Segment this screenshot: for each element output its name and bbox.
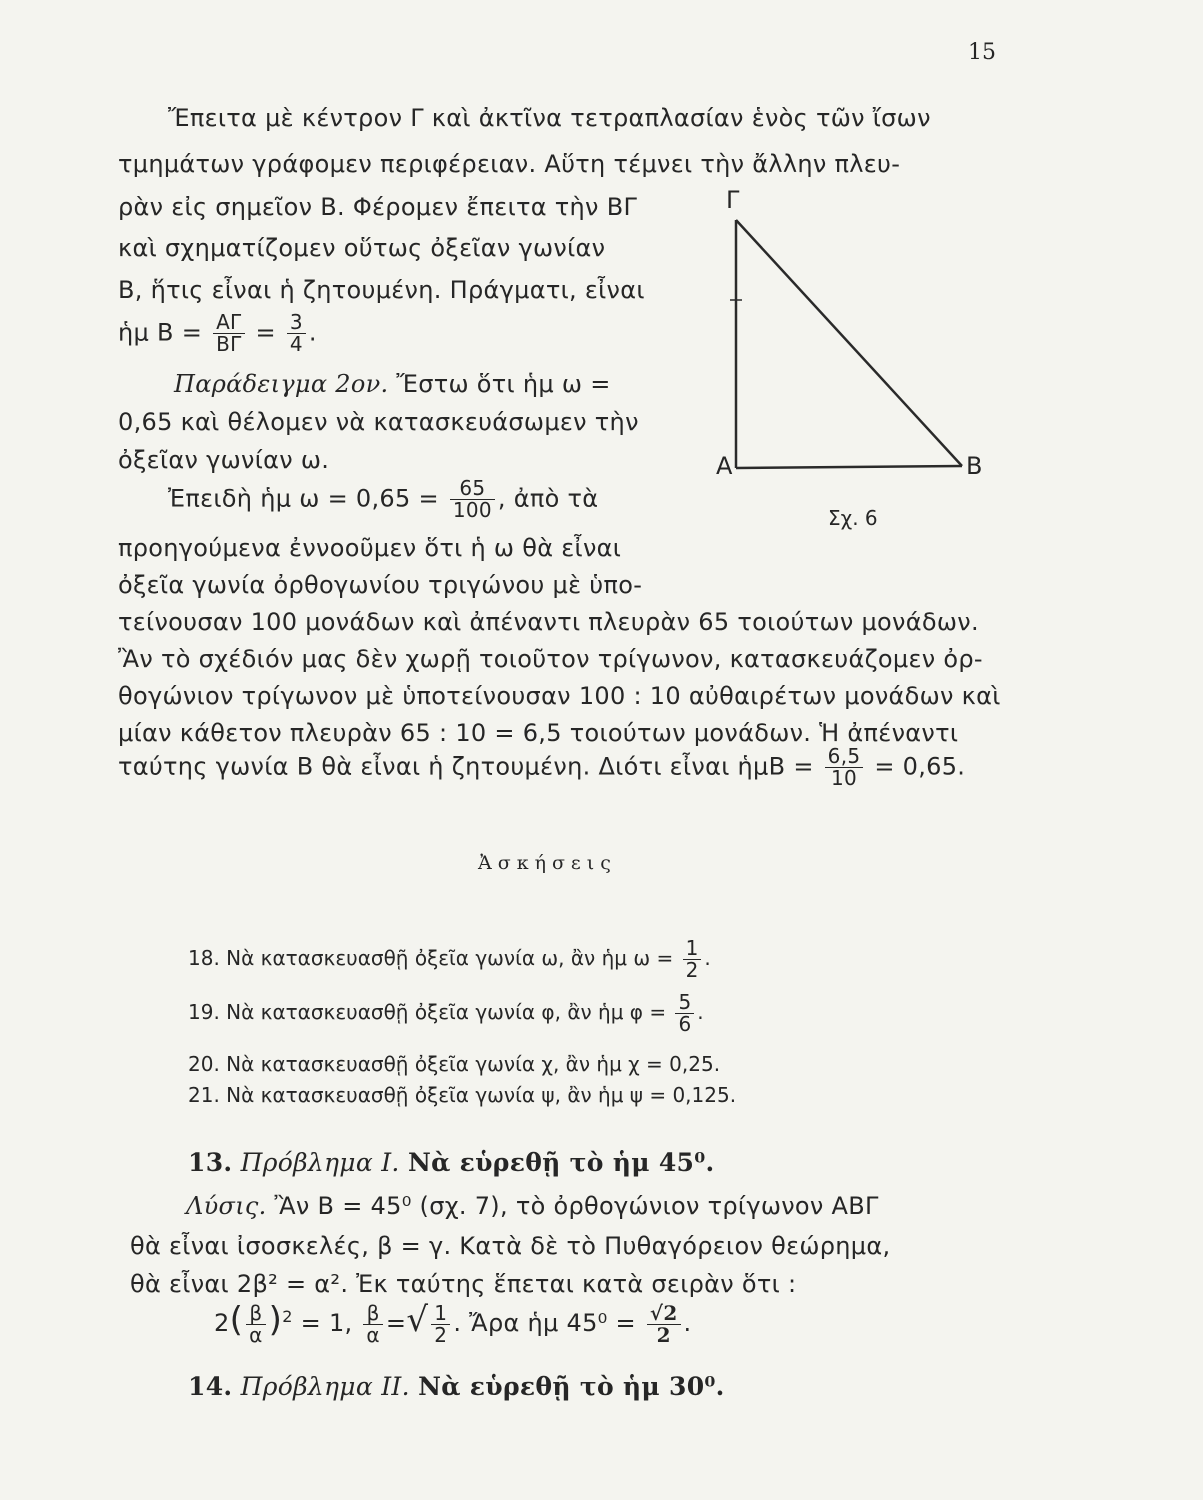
page-number: 15 xyxy=(968,40,996,65)
eq-lhs: ἡμ Β = xyxy=(118,318,203,347)
example2-line10: μίαν κάθετον πλευρὰν 65 : 10 = 6,5 τοιούτων μονάδων. Ἡ ἀπέναντι xyxy=(118,719,959,747)
example2-title: Παράδειγμα 2ον. xyxy=(174,370,389,398)
example2-line7: τείνουσαν 100 μονάδων καὶ ἀπέναντι πλευρὰν 65 τοιούτων μονάδων. xyxy=(118,608,979,636)
fraction-6.5-10: $\frac{6,5}{10}$ xyxy=(825,746,864,789)
example2-line1: Παράδειγμα 2ον. Ἔστω ὅτι ἡμ ω = xyxy=(174,370,611,398)
exercise-18: 18. Νὰ κατασκευασθῇ ὀξεῖα γωνία ω, ἂν ἡμ ω = $\frac{1}{2}$ . xyxy=(188,936,711,982)
para1-line2: τμημάτων γράφομεν περιφέρειαν. Αὕτη τέμνει τὴν ἄλλην πλευ- xyxy=(118,150,901,178)
para1-line3: ρὰν εἰς σημεῖον Β. Φέρομεν ἔπειτα τὴν ΒΓ xyxy=(118,193,638,221)
fraction-1-2-root: $\frac{1}{2}$ xyxy=(431,1303,450,1346)
fraction-5-6: $\frac{5}{6}$ xyxy=(675,992,694,1035)
example2-line3: ὀξεῖαν γωνίαν ω. xyxy=(118,446,330,474)
equation-sin-b: ἡμ Β = $\frac{A\Gamma}{B\Gamma}$ = $\frac{3}{4}$ . xyxy=(118,310,317,356)
example2-line4: Ἐπειδὴ ἡμ ω = 0,65 = $\frac{65}{100}$ , ἀπὸ τὰ xyxy=(168,476,599,522)
fraction-b-a: $\frac{\beta}{\alpha}$ xyxy=(246,1303,265,1346)
problem13-line2: θὰ εἶναι ἰσοσκελές, β = γ. Κατὰ δὲ τὸ Πυθαγόρειον θεώρημα, xyxy=(130,1232,891,1260)
vertex-a-label: Α xyxy=(716,452,733,480)
fraction-ag-bg: $\frac{A\Gamma}{B\Gamma}$ xyxy=(213,312,244,355)
para1-line4: καὶ σχηματίζομεν οὕτως ὀξεῖαν γωνίαν xyxy=(118,234,606,262)
example2-line11: ταύτης γωνία Β θὰ εἶναι ἡ ζητουμένη. Διότι εἶναι ἡμΒ = $\frac{6,5}{10}$ = 0,65. xyxy=(118,744,966,790)
exercise-20: 20. Νὰ κατασκευασθῇ ὀξεῖα γωνία χ, ἂν ἡμ χ = 0,25. xyxy=(188,1052,721,1076)
fraction-b-a-2: $\frac{\beta}{\alpha}$ xyxy=(363,1303,382,1346)
example2-line8: Ἂν τὸ σχέδιόν μας δὲν χωρῇ τοιοῦτον τρίγωνον, κατασκευάζομεν ὀρ- xyxy=(118,645,983,673)
figure-6 xyxy=(700,180,1000,540)
para1-line1: Ἔπειτα μὲ κέντρον Γ καὶ ἀκτῖνα τετραπλασίαν ἑνὸς τῶν ἴσων xyxy=(168,104,931,132)
example2-line6: ὀξεῖα γωνία ὀρθογωνίου τριγώνου μὲ ὑπο- xyxy=(118,571,643,599)
example2-line2: 0,65 καὶ θέλομεν νὰ κατασκευάσωμεν τὴν xyxy=(118,408,639,436)
problem13-heading: 13. Πρόβλημα Ι. Νὰ εὑρεθῇ τὸ ἡμ 45⁰. xyxy=(188,1148,715,1177)
exercises-heading: Ἀσκήσεις xyxy=(478,852,617,874)
fraction-3-4: $\frac{3}{4}$ xyxy=(287,312,306,355)
side-ab xyxy=(736,466,962,468)
example2-line5: προηγούμενα ἐννοοῦμεν ὅτι ἡ ω θὰ εἶναι xyxy=(118,534,622,562)
exercise-19: 19. Νὰ κατασκευασθῇ ὀξεῖα γωνία φ, ἂν ἡμ φ = $\frac{5}{6}$ . xyxy=(188,990,704,1036)
fraction-root2-2: $\frac{√2}{2}$ xyxy=(647,1303,681,1346)
exercise-21: 21. Νὰ κατασκευασθῇ ὀξεῖα γωνία ψ, ἂν ἡμ ψ = 0,125. xyxy=(188,1083,737,1107)
problem13-formula: 2( $\frac{\beta}{\alpha}$ )$^2$ = 1, $\frac{\beta}{\alpha}$ =√ $\frac{1}{2}$ . Ἄρα ἡμ 45⁰ = $\frac{√2}{2}$ . xyxy=(214,1300,692,1347)
problem13-line3: θὰ εἶναι 2β² = α². Ἐκ ταύτης ἕπεται κατὰ σειρὰν ὅτι : xyxy=(130,1270,797,1298)
figure-caption: Σχ. 6 xyxy=(828,506,878,530)
problem14-heading: 14. Πρόβλημα ΙΙ. Νὰ εὑρεθῇ τὸ ἡμ 30⁰. xyxy=(188,1372,725,1401)
para1-line5: Β, ἥτις εἶναι ἡ ζητουμένη. Πράγματι, εἶναι xyxy=(118,276,645,304)
example2-line9: θογώνιον τρίγωνον μὲ ὑποτείνουσαν 100 : 10 αὐθαιρέτων μονάδων καὶ xyxy=(118,682,1001,710)
fraction-65-100: $\frac{65}{100}$ xyxy=(450,478,495,521)
fraction-1-2: $\frac{1}{2}$ xyxy=(683,938,702,981)
vertex-b-label: Β xyxy=(966,452,983,480)
side-bg xyxy=(736,220,962,466)
problem13-line1: Λύσις. Ἂν Β = 45⁰ (σχ. 7), τὸ ὀρθογώνιον τρίγωνον ΑΒΓ xyxy=(186,1192,879,1220)
right-triangle-diagram xyxy=(700,180,1000,540)
vertex-g-label: Γ xyxy=(726,186,740,214)
